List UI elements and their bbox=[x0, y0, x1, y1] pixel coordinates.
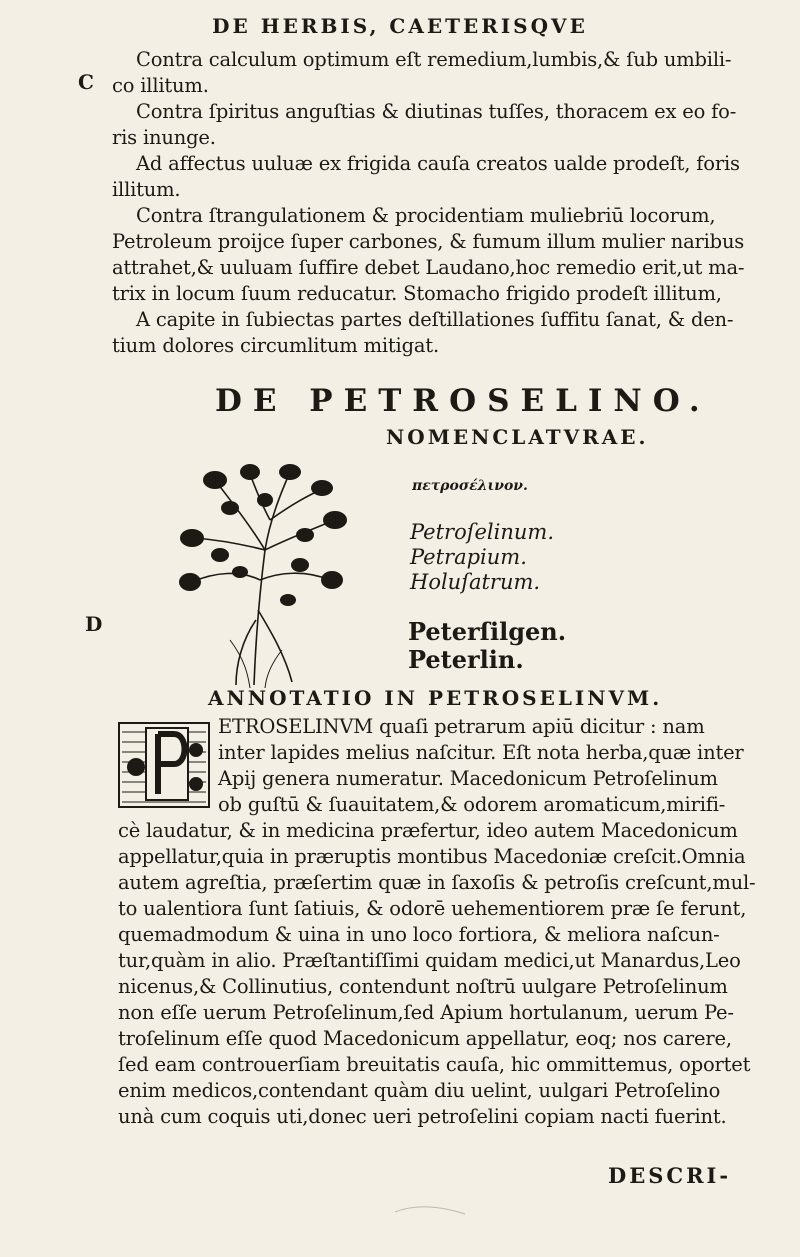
text-line: troſelinum eſſe quod Macedonicum appellatur, eoq; nos carere, bbox=[118, 1027, 732, 1050]
text-line: non eſſe uerum Petroſelinum,ſed Apium hortulanum, uerum Pe- bbox=[118, 1001, 734, 1024]
text-line: attrahet,& uuluam ſuffire debet Laudano,hoc remedio erit,ut ma- bbox=[112, 256, 745, 279]
german-name: Peterlin. bbox=[408, 645, 524, 674]
annotatio-heading: ANNOTATIO IN PETROSELINVM. bbox=[208, 686, 663, 710]
text-line: quemadmodum & uina in uno loco fortiora, & meliora naſcun- bbox=[118, 923, 720, 946]
greek-name: πετροσέλινον. bbox=[412, 478, 528, 494]
text-line: ris inunge. bbox=[112, 126, 216, 149]
text-line: tur,quàm in alio. Præſtantiſſimi quidam medici,ut Manardus,Leo bbox=[118, 949, 741, 972]
text-line: A capite in ſubiectas partes deſtillationes ſuffitu ſanat, & den- bbox=[136, 308, 734, 331]
text-line: tium dolores circumlitum mitigat. bbox=[112, 334, 439, 357]
decorated-initial-p bbox=[118, 722, 210, 808]
text-line: Apij genera numeratur. Macedonicum Petroſelinum bbox=[218, 767, 718, 790]
text-line: illitum. bbox=[112, 178, 181, 201]
ink-smudge bbox=[390, 1200, 470, 1220]
german-name: Peterſilgen. bbox=[408, 617, 567, 646]
text-line: ETROSELINVM quaſi petrarum apiū dicitur : nam bbox=[218, 715, 705, 738]
text-line: Contra ſtrangulationem & procidentiam muliebriū locorum, bbox=[136, 204, 716, 227]
text-line: co illitum. bbox=[112, 74, 209, 97]
margin-letter-d: D bbox=[85, 612, 103, 636]
text-line: enim medicos,contendant quàm diu uelint, uulgari Petroſelino bbox=[118, 1079, 721, 1102]
text-line: Contra calculum optimum eſt remedium,lumbis,& ſub umbili- bbox=[136, 48, 732, 71]
latin-name: Petroſelinum. bbox=[410, 520, 555, 544]
text-line: ob guſtū & ſuauitatem,& odorem aromaticum,mirifi- bbox=[218, 793, 726, 816]
nomenclatura-heading: NOMENCLATVRAE. bbox=[386, 425, 649, 449]
text-line: Contra ſpiritus anguſtias & diutinas tuſſes, thoracem ex eo fo- bbox=[136, 100, 737, 123]
running-head: DE HERBIS, CAETERISQVE bbox=[212, 14, 588, 38]
text-line: trix in locum ſuum reducatur. Stomacho frigido prodeſt illitum, bbox=[112, 282, 722, 305]
text-line: autem agreſtia, præſertim quæ in ſaxoſis & petroſis creſcunt,mul- bbox=[118, 871, 756, 894]
text-line: Petroleum proijce ſuper carbones, & fumum illum mulier naribus bbox=[112, 230, 745, 253]
text-line: to ualentiora ſunt ſatiuis, & odorē uehementiorem præ ſe ferunt, bbox=[118, 897, 747, 920]
text-line: appellatur,quia in præruptis montibus Macedoniæ creſcit.Omnia bbox=[118, 845, 746, 868]
text-line: unà cum coquis uti,donec ueri petroſelini copiam nacti fuerint. bbox=[118, 1105, 727, 1128]
margin-letter-c: C bbox=[78, 70, 94, 94]
text-line: nicenus,& Collinutius, contendunt noſtrū uulgare Petroſelinum bbox=[118, 975, 728, 998]
text-line: Ad affectus uuluæ ex frigida cauſa creatos ualde prodeſt, foris bbox=[136, 152, 740, 175]
text-line: cè laudatur, & in medicina præfertur, ideo autem Macedonicum bbox=[118, 819, 738, 842]
section-title: DE PETROSELINO. bbox=[215, 383, 711, 419]
text-line: inter lapides melius naſcitur. Eſt nota herba,quæ inter bbox=[218, 741, 744, 764]
text-line: ſed eam controuerſiam breuitatis cauſa, hic ommittemus, oportet bbox=[118, 1053, 751, 1076]
parsley-woodcut-illustration bbox=[170, 460, 360, 690]
latin-name: Holuſatrum. bbox=[410, 570, 541, 594]
catchword: DESCRI- bbox=[608, 1163, 732, 1188]
latin-name: Petrapium. bbox=[410, 545, 527, 569]
